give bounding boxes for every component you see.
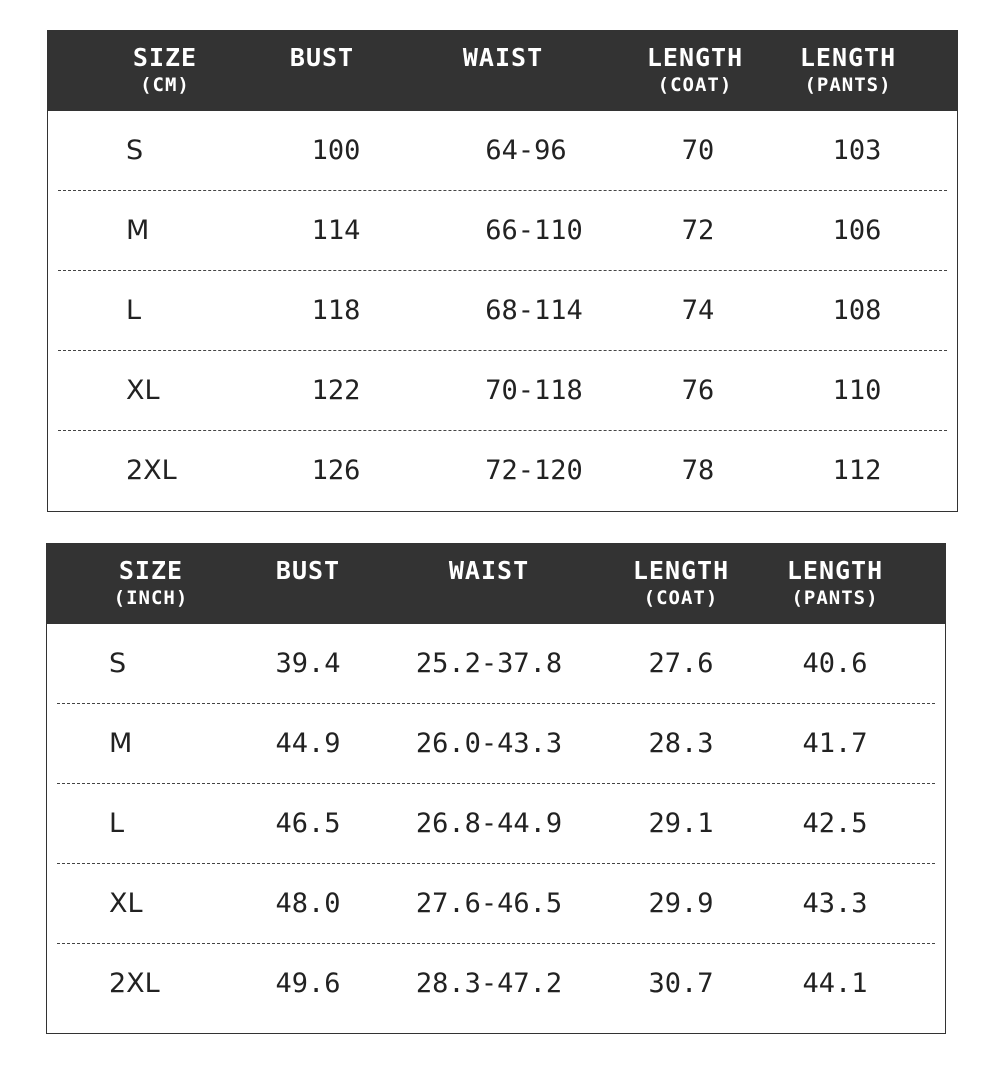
coat-length-cell: 70 — [681, 135, 715, 166]
header-bust: BUST — [275, 556, 341, 585]
waist-cell: 68-114 — [485, 295, 583, 326]
pants-length-cell: 103 — [832, 135, 882, 166]
table-row — [47, 784, 945, 864]
waist-cell: 26.8-44.9 — [415, 808, 563, 839]
size-cell: S — [126, 135, 144, 166]
coat-length-cell: 29.1 — [648, 808, 714, 839]
bust-cell: 118 — [311, 295, 361, 326]
waist-cell: 25.2-37.8 — [415, 648, 563, 679]
table-header — [48, 31, 957, 111]
size-chart-inch — [46, 543, 946, 1034]
table-header — [47, 544, 945, 624]
size-chart-cm — [47, 30, 958, 512]
coat-length-cell: 27.6 — [648, 648, 714, 679]
table-row — [48, 431, 957, 511]
coat-length-cell: 78 — [681, 455, 715, 486]
size-cell: L — [126, 295, 142, 326]
header-length-coat: LENGTH (COAT) — [632, 556, 730, 609]
size-cell: XL — [109, 888, 143, 919]
bust-cell: 44.9 — [275, 728, 341, 759]
bust-cell: 39.4 — [275, 648, 341, 679]
size-cell: XL — [126, 375, 160, 406]
size-cell: L — [109, 808, 125, 839]
bust-cell: 114 — [311, 215, 361, 246]
table-row — [48, 271, 957, 351]
size-cell: 2XL — [126, 455, 177, 486]
pants-length-cell: 40.6 — [802, 648, 868, 679]
table-row — [48, 111, 957, 191]
header-size: SIZE (CM) — [132, 43, 198, 96]
pants-length-cell: 44.1 — [802, 968, 868, 999]
table-row — [47, 864, 945, 944]
bust-cell: 126 — [311, 455, 361, 486]
waist-cell: 70-118 — [485, 375, 583, 406]
bust-cell: 48.0 — [275, 888, 341, 919]
bust-cell: 122 — [311, 375, 361, 406]
bust-cell: 49.6 — [275, 968, 341, 999]
header-length-pants: LENGTH (PANTS) — [786, 556, 884, 609]
waist-cell: 26.0-43.3 — [415, 728, 563, 759]
size-cell: M — [126, 215, 150, 246]
pants-length-cell: 42.5 — [802, 808, 868, 839]
size-cell: S — [109, 648, 127, 679]
bust-cell: 100 — [311, 135, 361, 166]
pants-length-cell: 41.7 — [802, 728, 868, 759]
table-row — [47, 704, 945, 784]
table-row — [47, 944, 945, 1024]
size-cell: 2XL — [109, 968, 160, 999]
waist-cell: 28.3-47.2 — [415, 968, 563, 999]
size-cell: M — [109, 728, 133, 759]
header-waist: WAIST — [448, 556, 530, 585]
table-row — [48, 351, 957, 431]
table-row — [47, 624, 945, 704]
waist-cell: 66-110 — [485, 215, 583, 246]
coat-length-cell: 30.7 — [648, 968, 714, 999]
pants-length-cell: 110 — [832, 375, 882, 406]
bust-cell: 46.5 — [275, 808, 341, 839]
pants-length-cell: 112 — [832, 455, 882, 486]
waist-cell: 64-96 — [485, 135, 567, 166]
header-waist: WAIST — [462, 43, 544, 72]
coat-length-cell: 28.3 — [648, 728, 714, 759]
coat-length-cell: 72 — [681, 215, 715, 246]
pants-length-cell: 108 — [832, 295, 882, 326]
table-row — [48, 191, 957, 271]
header-bust: BUST — [289, 43, 355, 72]
header-length-coat: LENGTH (COAT) — [646, 43, 744, 96]
waist-cell: 27.6-46.5 — [415, 888, 563, 919]
coat-length-cell: 76 — [681, 375, 715, 406]
header-size: SIZE (INCH) — [113, 556, 189, 609]
waist-cell: 72-120 — [485, 455, 583, 486]
coat-length-cell: 74 — [681, 295, 715, 326]
pants-length-cell: 43.3 — [802, 888, 868, 919]
pants-length-cell: 106 — [832, 215, 882, 246]
coat-length-cell: 29.9 — [648, 888, 714, 919]
header-length-pants: LENGTH (PANTS) — [799, 43, 897, 96]
